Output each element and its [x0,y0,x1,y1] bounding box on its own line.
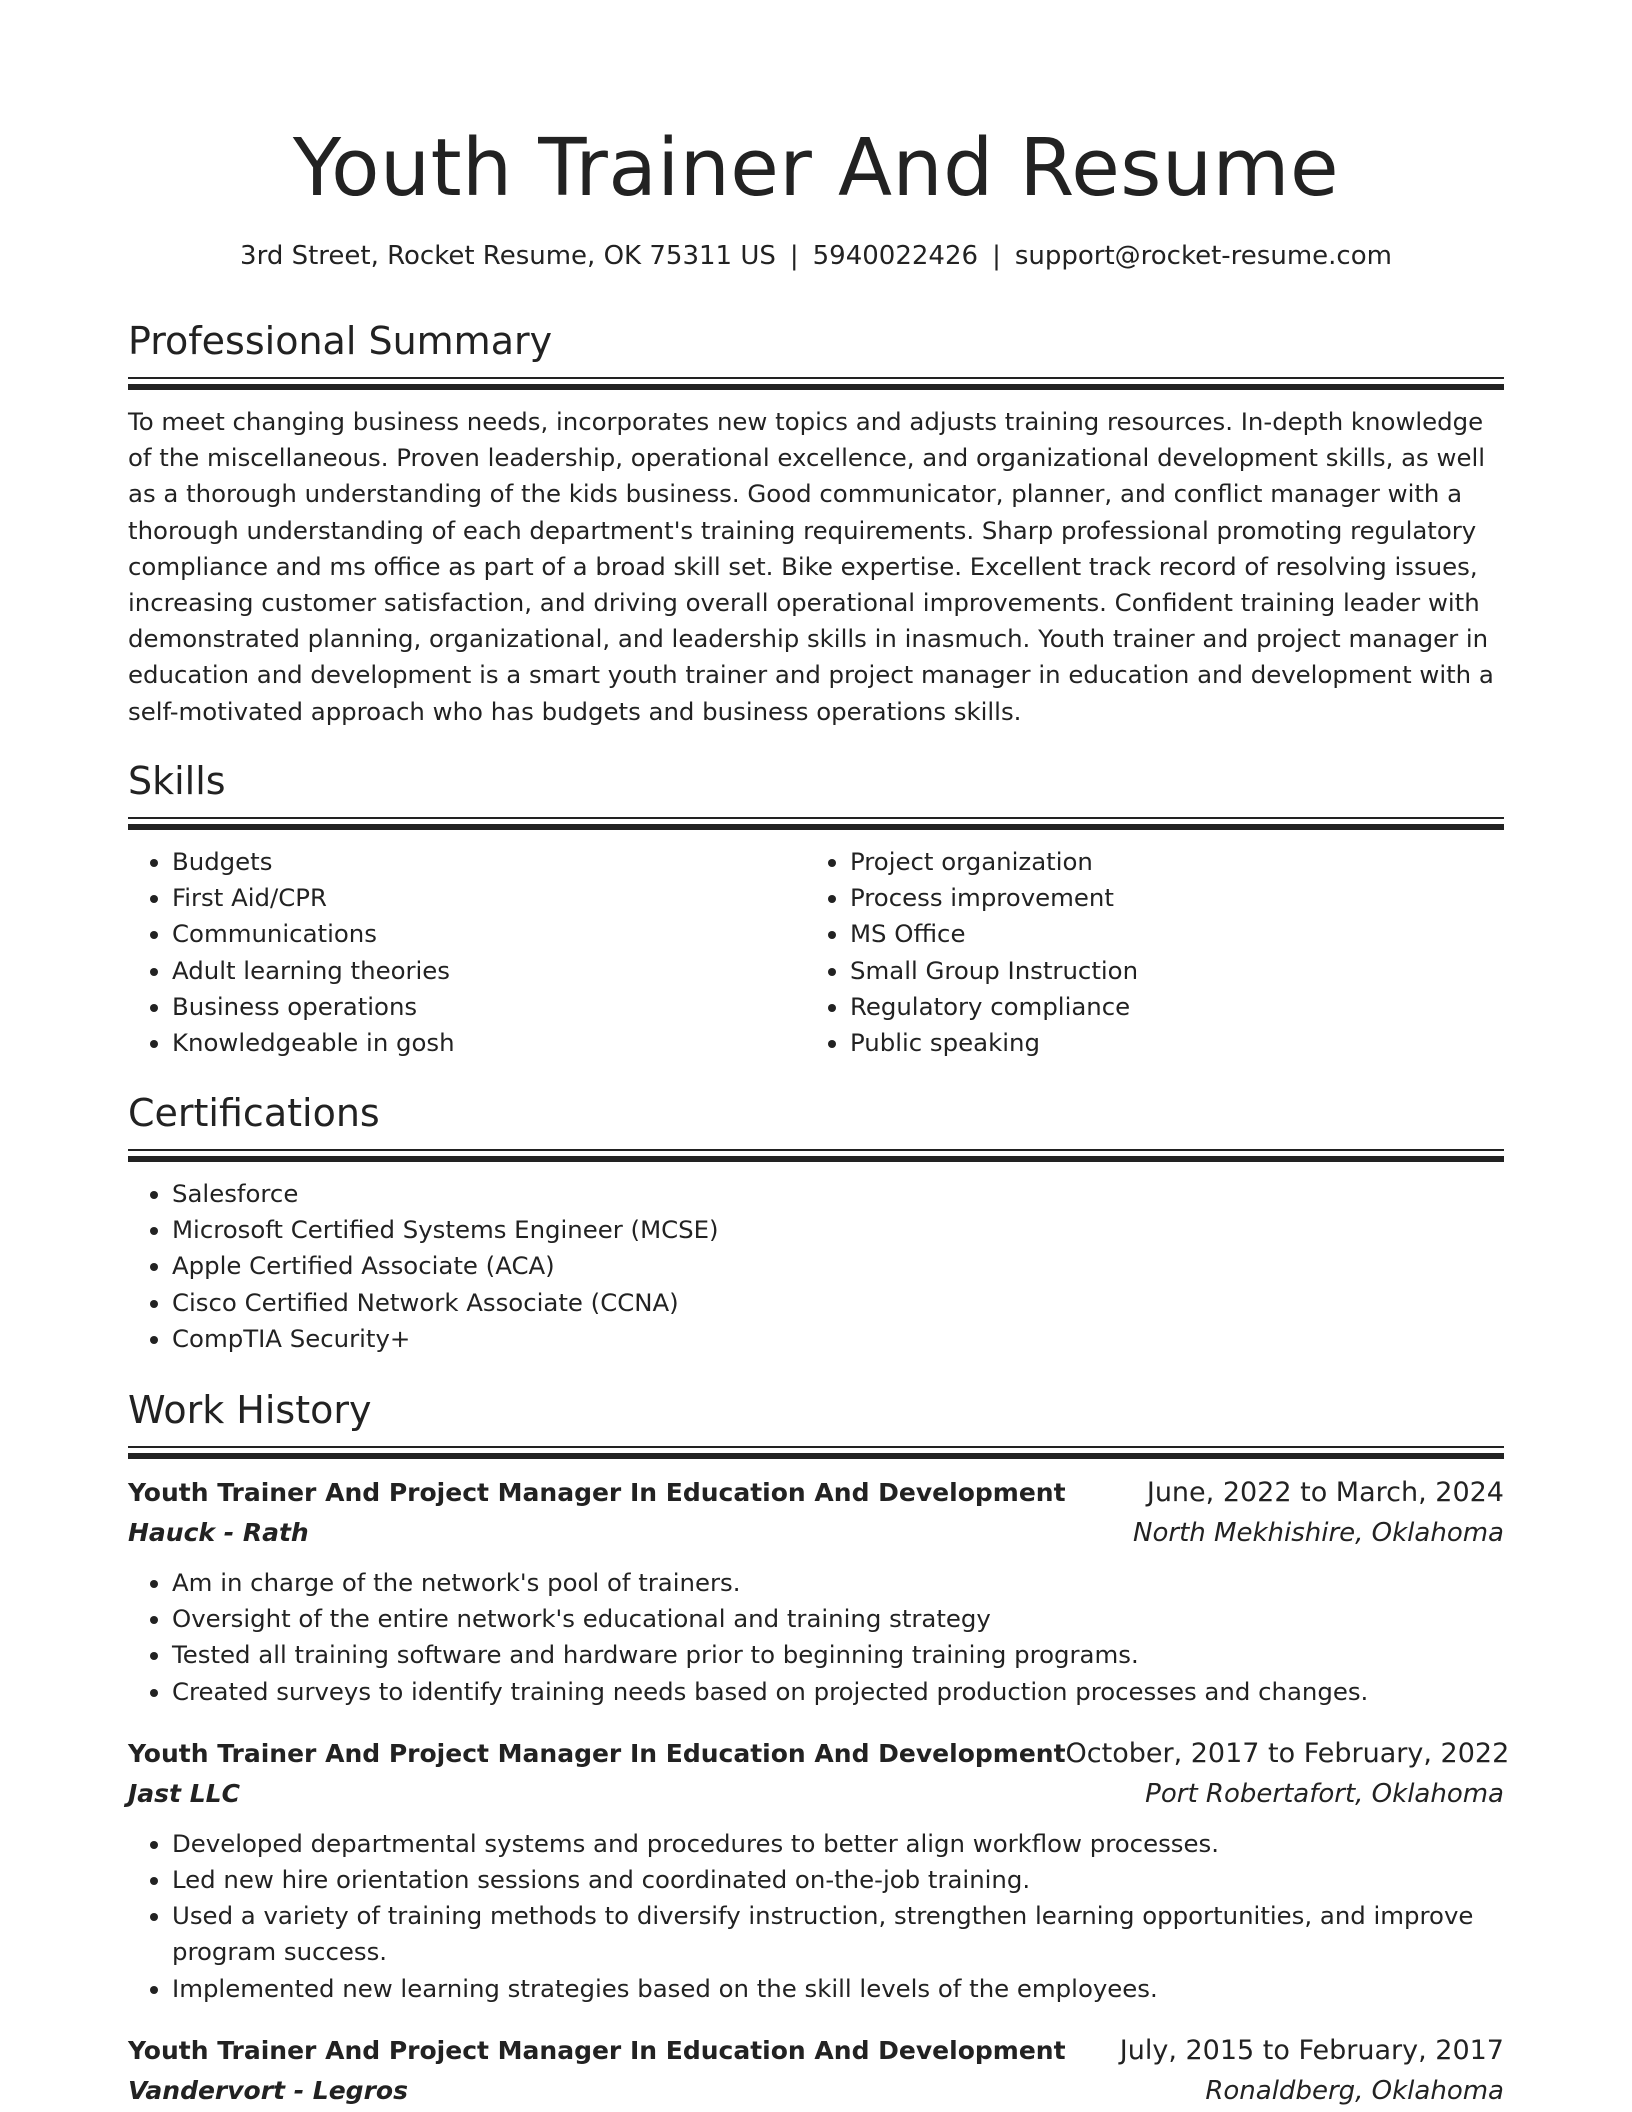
contact-separator: | [789,241,799,271]
job-subheader-row [128,1774,1504,1814]
job-duty: • Developed departmental systems and procedures to better align workflow processes. [172,1826,1504,1862]
job-duty: • Led new hire orientation sessions and coordinated on-the-job training. [172,1862,1504,1898]
job-company: Hauck - Rath [128,1518,309,1547]
section-title-certifications: Certifications [128,1091,380,1135]
job-duty: • Created surveys to identify training needs based on projected production processes and changes. [172,1674,1504,1710]
job-duties-list [128,1565,1504,1710]
section-divider [128,1446,1504,1459]
job-header-row [128,2031,1504,2071]
contact-separator: | [992,241,1001,271]
job-dates: July, 2015 to February, 2017 [1119,2034,1504,2066]
job-entry [128,1473,1504,1710]
section-divider [128,817,1504,830]
skill-item: • Regulatory compliance [850,989,1484,1025]
job-dates: June, 2022 to March, 2024 [1146,1477,1504,1508]
job-dates: October, 2017 to February, 2022 [1065,1737,1510,1769]
certification-item: • Salesforce [172,1176,1504,1212]
certifications-section [128,1089,1504,1357]
certification-item: • CompTIA Security+ [172,1321,1504,1357]
job-company: Jast LLC [128,1778,240,1808]
skill-item: • Budgets [172,844,806,880]
work-history-section [128,1386,1510,2111]
job-header-row [128,1734,1510,1774]
job-duty: • Am in charge of the network's pool of trainers. [172,1565,1504,1601]
skill-item: • MS Office [850,916,1484,952]
skill-item: • Business operations [172,989,806,1025]
job-company: Vandervort - Legros [128,2075,408,2105]
skills-list-right [806,844,1484,1061]
job-duty: • Tested all training software and hardware prior to beginning training programs. [172,1637,1504,1673]
section-title-work-history: Work History [128,1388,372,1432]
skills-section [128,757,1504,1061]
contact-email: support@rocket-resume.com [1014,241,1392,271]
skills-columns [128,844,1504,1061]
job-location: North Mekhishire, Oklahoma [1133,1518,1504,1548]
skill-item: • Adult learning theories [172,953,806,989]
job-duty: • Implemented new learning strategies based on the skill levels of the employees. [172,1971,1504,2007]
skill-item: • Small Group Instruction [850,953,1484,989]
contact-address: 3rd Street, Rocket Resume, OK 75311 US [240,241,776,271]
job-title: Youth Trainer And Project Manager In Education And Development [128,1738,1066,1768]
job-entry [128,1734,1510,2007]
job-header-row [128,1473,1504,1513]
contact-phone: 5940022426 [812,241,979,271]
job-location: Port Robertafort, Oklahoma [1145,1778,1504,1809]
skill-item: • Communications [172,916,806,952]
section-divider [128,377,1504,390]
job-title: Youth Trainer And Project Manager In Education And Development [128,1478,1066,1507]
summary-text: To meet changing business needs, incorporates new topics and adjusts training resources. In-depth knowledge of the miscellaneous. Proven leadership, operational excellence, and organizational development skills, as well as a thorough understanding of the kids business. Good communicator, planner, and conflict manager with a thorough understanding of each department's training requirements. Sharp professional promoting regulatory compliance and ms office as part of a broad skill set. Bike expertise. Excellent track record of resolving issues, increasing customer satisfaction, and driving overall operational improvements. Confident training leader with demonstrated planning, organizational, and leadership skills in inasmuch. Youth trainer and project manager in education and development is a smart youth trainer and project manager in education and development with a self-motivated approach who has budgets and business operations skills. [128,407,1494,726]
skill-item: • Project organization [850,844,1484,880]
section-title-summary: Professional Summary [128,319,553,363]
section-title-skills: Skills [128,759,226,803]
summary-section [128,317,1504,730]
job-duties-list [128,1826,1504,2007]
skill-item: • Process improvement [850,880,1484,916]
certification-item: • Microsoft Certified Systems Engineer (MCSE) [172,1212,1504,1248]
job-title: Youth Trainer And Project Manager In Education And Development [128,2035,1066,2065]
certification-item: • Apple Certified Associate (ACA) [172,1248,1504,1284]
skill-item: • Knowledgeable in gosh [172,1025,806,1061]
job-subheader-row [128,1513,1504,1553]
resume-name: Youth Trainer And Resume [292,122,1340,214]
job-location: Ronaldberg, Oklahoma [1205,2075,1504,2106]
job-entry [128,2031,1504,2111]
skills-list-left [128,844,806,1061]
skill-item: • First Aid/CPR [172,880,806,916]
contact-line [128,238,1504,274]
job-duty: • Oversight of the entire network's educational and training strategy [172,1601,1504,1637]
section-divider [128,1149,1504,1162]
skill-item: • Public speaking [850,1025,1484,1061]
certifications-list [128,1176,1504,1357]
job-duty: • Used a variety of training methods to diversify instruction, strengthen learning opportunities, and improve program success. [172,1898,1504,1970]
job-subheader-row [128,2071,1504,2111]
certification-item: • Cisco Certified Network Associate (CCNA) [172,1285,1504,1321]
